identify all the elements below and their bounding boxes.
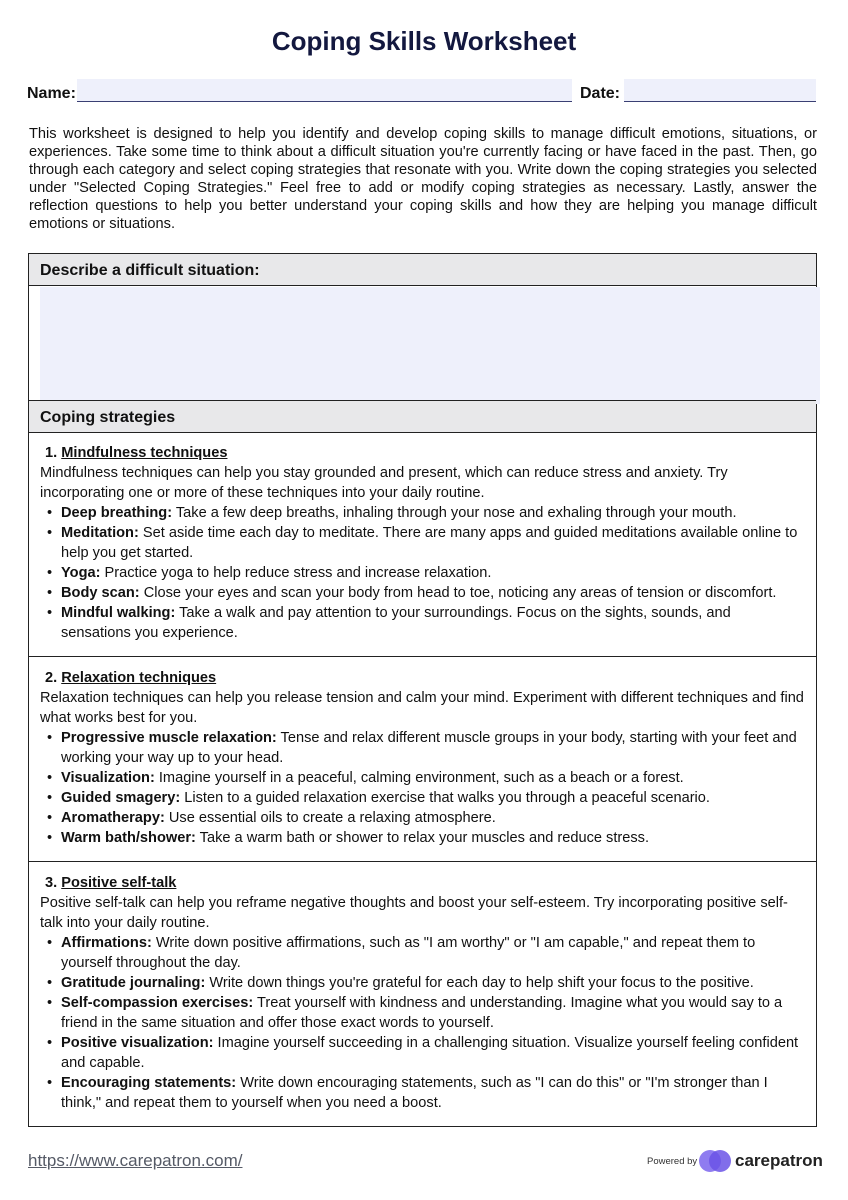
page-title: Coping Skills Worksheet <box>271 26 577 56</box>
bullet-icon: • <box>47 1075 53 1091</box>
category-number: 1. <box>45 445 58 461</box>
list-item <box>40 808 804 828</box>
list-item <box>40 563 804 583</box>
strategy-text: Practice yoga to help reduce stress and increase relaxation. <box>100 565 492 581</box>
strategy-text: Tense and relax different muscle groups in your body, starting with your feet and working your way up to your head. <box>61 730 797 766</box>
list-item <box>40 1073 804 1113</box>
category-name: Positive self-talk <box>61 875 177 891</box>
worksheet-table <box>28 253 817 1127</box>
strategy-term: Self-compassion exercises: <box>61 995 254 1011</box>
bullet-icon: • <box>47 565 53 581</box>
bullet-icon: • <box>47 585 53 601</box>
strategy-text: Close your eyes and scan your body from head to toe, noticing any areas of tension or discomfort. <box>139 585 777 601</box>
strategy-term: Yoga: <box>61 565 101 581</box>
list-item <box>40 788 804 808</box>
bullet-icon: • <box>47 830 53 846</box>
strategy-text: Use essential oils to create a relaxing atmosphere. <box>164 810 496 826</box>
strategy-text: Treat yourself with kindness and understanding. Imagine what you would say to a friend in the same situation and offer those exact words to yourself. <box>61 995 783 1031</box>
list-item <box>40 523 804 563</box>
strategy-text: Listen to a guided relaxation exercise that walks you through a peaceful scenario. <box>180 790 710 806</box>
bullet-icon: • <box>47 730 53 746</box>
bullet-icon: • <box>47 935 53 951</box>
category-number: 3. <box>45 875 58 891</box>
divider <box>29 432 816 433</box>
bullet-icon: • <box>47 505 53 521</box>
situation-field[interactable] <box>40 287 820 404</box>
bullet-icon: • <box>47 1035 53 1051</box>
bullet-icon: • <box>47 995 53 1011</box>
carepatron-logo-icon <box>698 1149 732 1173</box>
name-date-row <box>27 79 817 103</box>
strategy-list <box>40 503 804 643</box>
category-description: Relaxation techniques can help you release tension and calm your mind. Experiment with different techniques and find what works best for you. <box>40 690 804 726</box>
strategy-term: Affirmations: <box>61 935 152 951</box>
strategy-list <box>40 933 804 1113</box>
bullet-icon: • <box>47 605 53 621</box>
category-mindfulness <box>40 443 804 643</box>
list-item <box>40 503 804 523</box>
strategy-text: Take a few deep breaths, inhaling through your nose and exhaling through your mouth. <box>172 505 737 521</box>
category-name: Mindfulness techniques <box>61 445 228 461</box>
category-title <box>45 873 804 893</box>
strategy-term: Visualization: <box>61 770 155 786</box>
footer-link[interactable]: https://www.carepatron.com/ <box>28 1151 243 1170</box>
strategy-list <box>40 728 804 848</box>
strategy-term: Meditation: <box>61 525 139 541</box>
strategy-text: Write down encouraging statements, such as "I can do this" or "I'm stronger than I think," and repeat them to yourself when you need a boost. <box>61 1075 768 1111</box>
strategy-text: Imagine yourself in a peaceful, calming environment, such as a beach or a forest. <box>154 770 684 786</box>
list-item <box>40 603 804 643</box>
strategy-text: Write down positive affirmations, such as "I am worthy" or "I am capable," and repeat them to yourself throughout the day. <box>61 935 756 971</box>
strategy-text: Set aside time each day to meditate. There are many apps and guided meditations available online to help you get started. <box>61 525 798 561</box>
strategy-term: Guided smagery: <box>61 790 181 806</box>
strategy-term: Progressive muscle relaxation: <box>61 730 277 746</box>
strategy-text: Write down things you're grateful for each day to help shift your focus to the positive. <box>205 975 754 991</box>
category-title <box>45 443 804 463</box>
name-field[interactable] <box>77 79 572 102</box>
list-item <box>40 933 804 973</box>
strategy-term: Gratitude journaling: <box>61 975 206 991</box>
bullet-icon: • <box>47 525 53 541</box>
bullet-icon: • <box>47 770 53 786</box>
strategy-term: Body scan: <box>61 585 140 601</box>
category-self-talk <box>40 873 804 1113</box>
category-description: Mindfulness techniques can help you stay grounded and present, which can reduce stress and anxiety. Try incorporating one or more of these techniques into your daily routine. <box>40 465 728 501</box>
bullet-icon: • <box>47 810 53 826</box>
divider <box>29 861 816 862</box>
date-field[interactable] <box>624 79 816 102</box>
strategy-term: Warm bath/shower: <box>61 830 196 846</box>
powered-by-label: Powered by <box>647 1156 698 1167</box>
bullet-icon: • <box>47 975 53 991</box>
list-item <box>40 1033 804 1073</box>
category-name: Relaxation techniques <box>61 670 217 686</box>
strategy-text: Imagine yourself succeeding in a challenging situation. Visualize yourself feeling confident and capable. <box>61 1035 799 1071</box>
date-label: Date: <box>580 85 621 102</box>
category-relaxation <box>40 668 804 848</box>
list-item <box>40 768 804 788</box>
list-item <box>40 728 804 768</box>
situation-heading: Describe a difficult situation: <box>29 254 816 285</box>
strategy-text: Take a walk and pay attention to your surroundings. Focus on the sights, sounds, and sensations you experience. <box>61 605 731 641</box>
strategy-text: Take a warm bath or shower to relax your muscles and reduce stress. <box>195 830 650 846</box>
list-item <box>40 828 804 848</box>
list-item <box>40 583 804 603</box>
divider <box>29 285 816 286</box>
bullet-icon: • <box>47 790 53 806</box>
intro-paragraph: This worksheet is designed to help you identify and develop coping skills to manage difficult emotions, situations, or experiences. Take some time to think about a difficult situation you're currently facing or have faced in the past. Then, go through each category and select coping strategies that resonate with you. Write down the coping strategies you selected under "Selected Coping Strategies." Feel free to add or modify coping strategies as necessary. Lastly, answer the reflection questions to help you better understand your coping skills and how they are helping you manage difficult emotions or situations. <box>29 126 817 232</box>
brand-name: carepatron <box>735 1151 823 1170</box>
list-item <box>40 993 804 1033</box>
strategy-term: Aromatherapy: <box>61 810 165 826</box>
list-item <box>40 973 804 993</box>
strategy-term: Mindful walking: <box>61 605 176 621</box>
strategy-term: Positive visualization: <box>61 1035 214 1051</box>
strategy-term: Encouraging statements: <box>61 1075 237 1091</box>
divider <box>29 656 816 657</box>
name-label: Name: <box>27 85 76 102</box>
category-number: 2. <box>45 670 58 686</box>
category-title <box>45 668 804 688</box>
category-description: Positive self-talk can help you reframe negative thoughts and boost your self-esteem. Try incorporating positive self-talk into your daily routine. <box>40 895 788 931</box>
strategy-term: Deep breathing: <box>61 505 173 521</box>
strategies-heading: Coping strategies <box>29 401 816 432</box>
